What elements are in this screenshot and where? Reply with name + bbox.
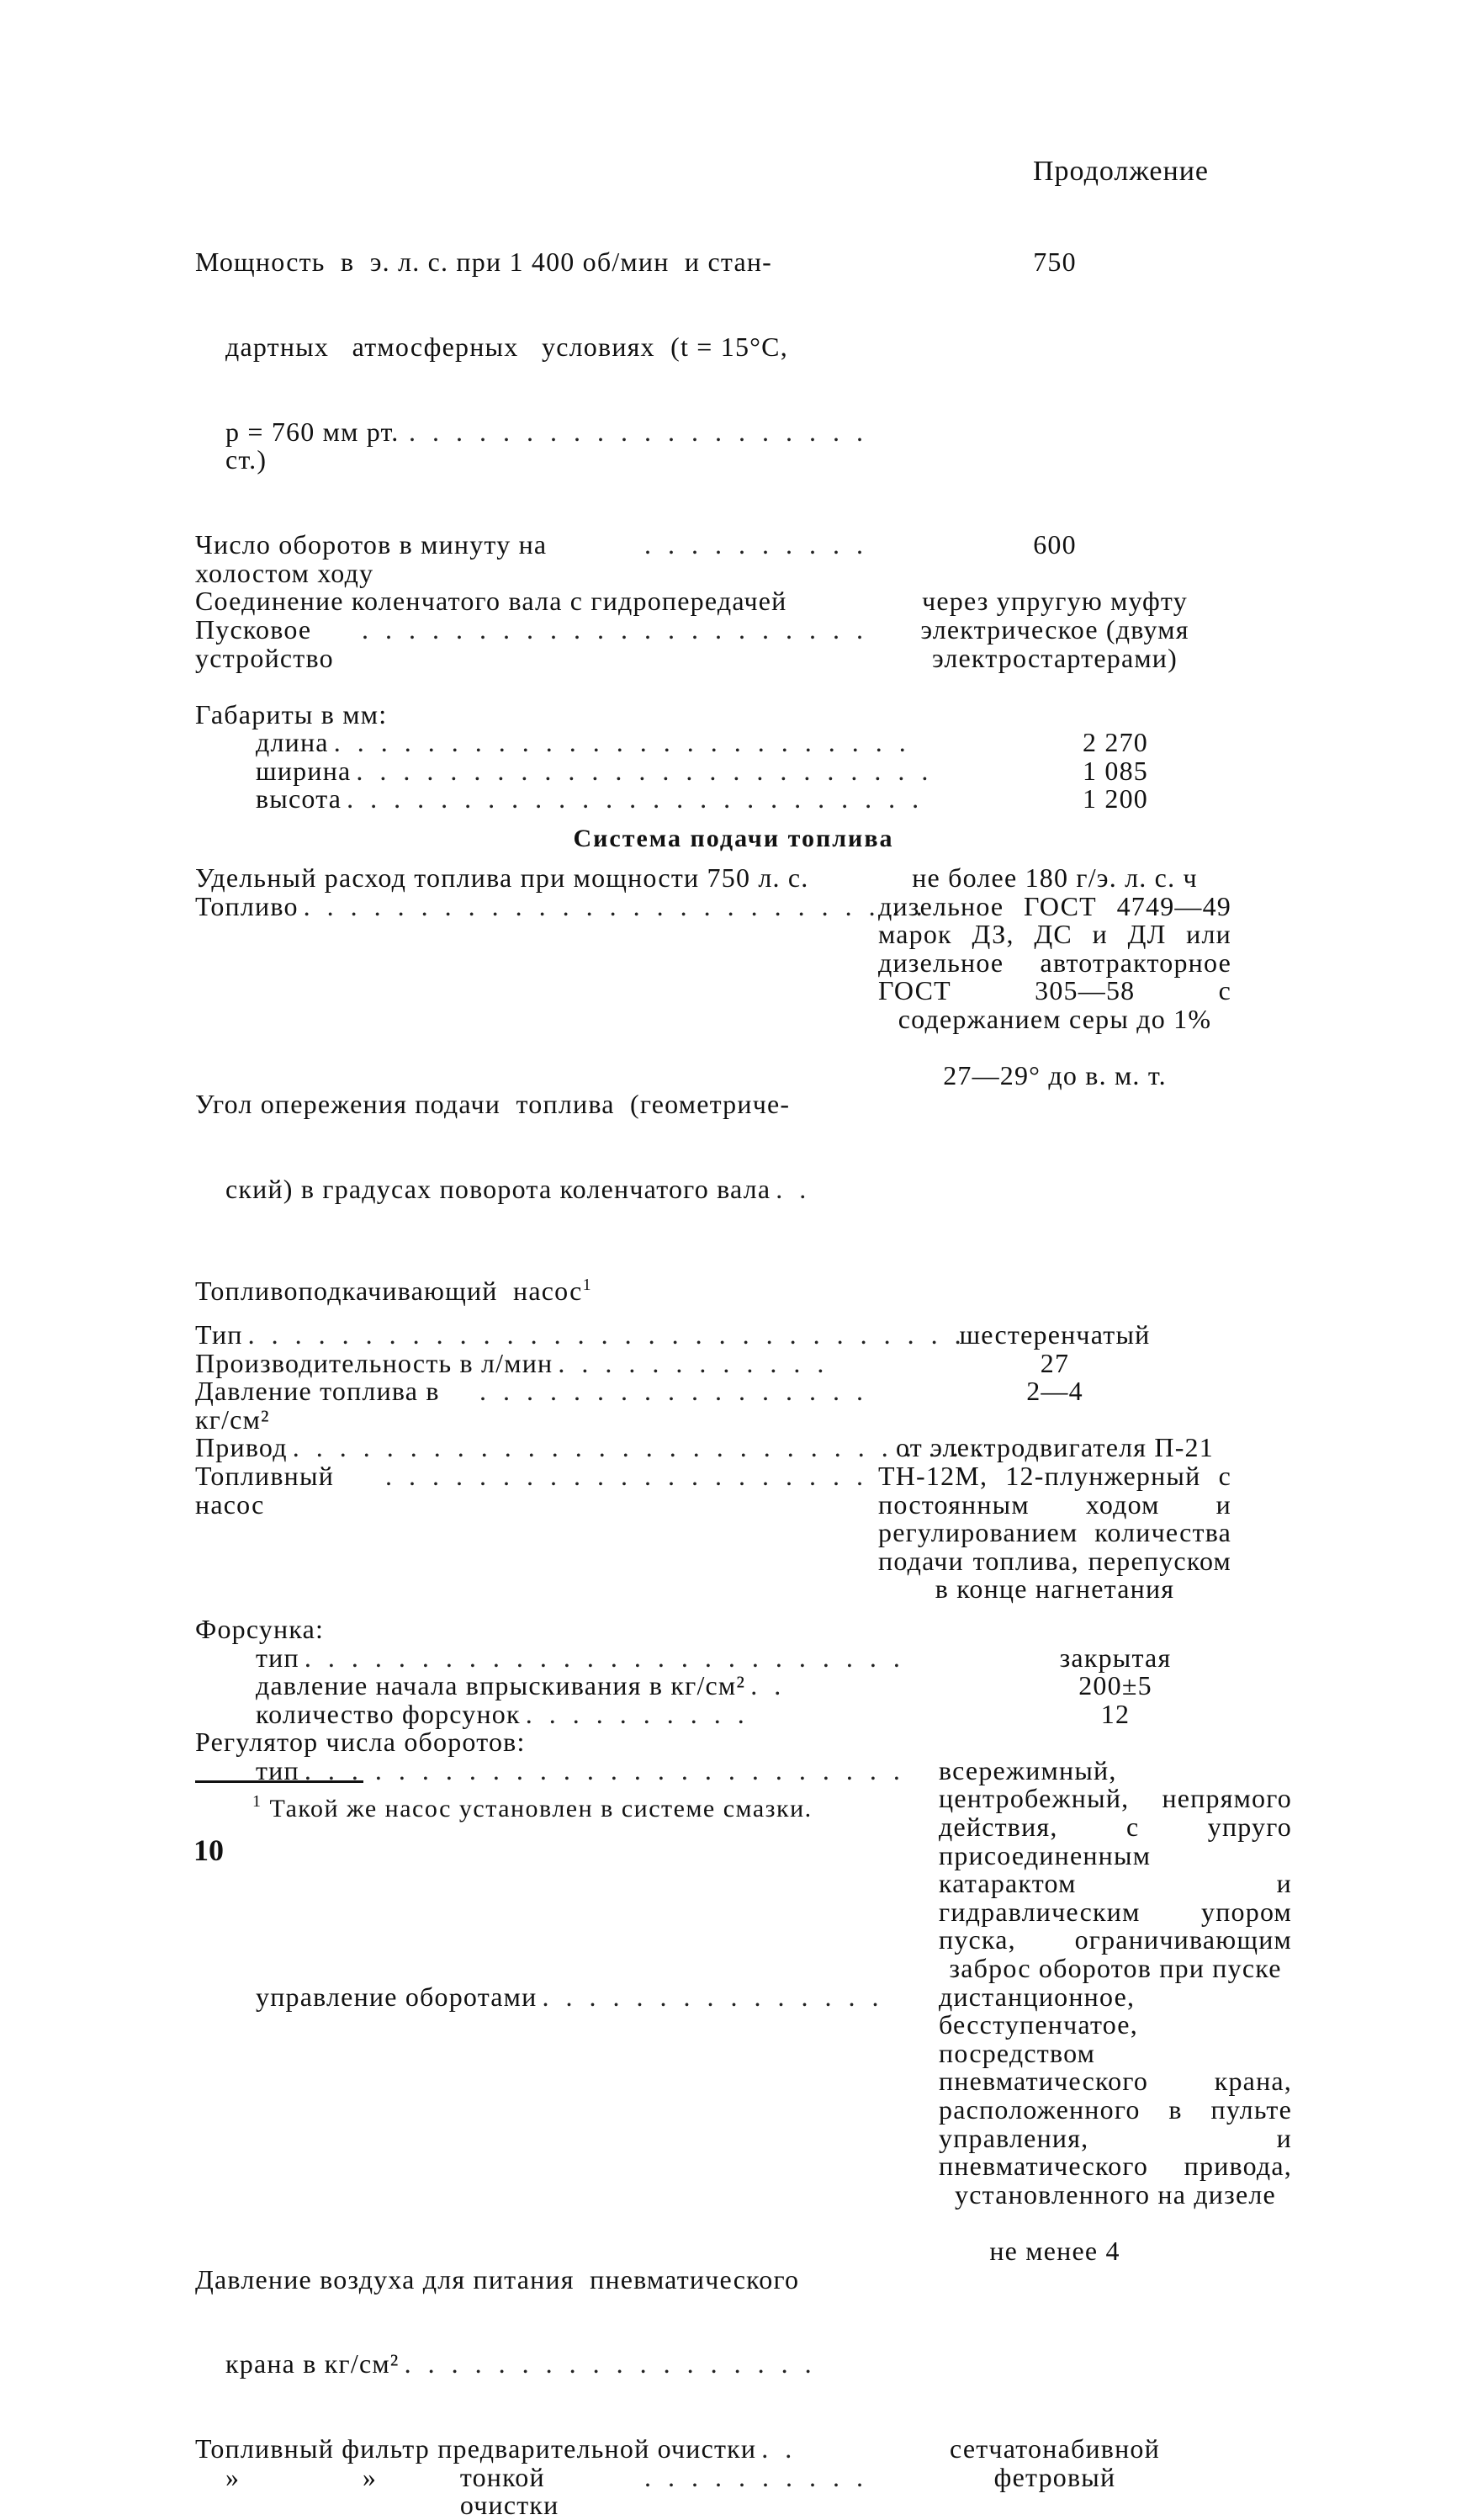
spec-row-drive bbox=[195, 1434, 1255, 1462]
drive-value: от электродвигателя П-21 bbox=[896, 1432, 1214, 1463]
spec-row-injection-pressure bbox=[195, 1672, 1255, 1700]
dot-leader: . . . . . . . . . . bbox=[644, 2461, 868, 2492]
filter-coarse-value: сетчатонабивной bbox=[950, 2433, 1160, 2464]
spec-row-coupling bbox=[195, 587, 1255, 616]
spec-row-starter bbox=[195, 613, 1255, 673]
footnote-text: Такой же насос установлен в системе смазки. bbox=[269, 1795, 813, 1822]
spec-row-fuel bbox=[195, 890, 1255, 1035]
starter-label: Пусковое устройство bbox=[195, 613, 334, 673]
governor-title: Регулятор числа оборотов: bbox=[195, 1727, 526, 1758]
dot-leader: . . . . . . . . . . . . . . . . . . . . . . . . . . bbox=[304, 1754, 905, 1785]
dot-leader: . . . . . . . . . . . . . . . . . . . . . . . . . . . . bbox=[303, 890, 951, 921]
pressure-value: 2—4 bbox=[1026, 1376, 1083, 1407]
injector-count-label: количество форсунок bbox=[256, 1698, 521, 1729]
spec-row-dimensions bbox=[195, 698, 1255, 729]
idle-speed-value: 600 bbox=[1033, 529, 1077, 560]
spec-row-injector-type bbox=[195, 1644, 1255, 1673]
spec-row-injector-count bbox=[195, 1700, 1255, 1729]
power-value: 750 bbox=[1033, 247, 1077, 278]
footnote-mark: 1 bbox=[252, 1792, 262, 1811]
spec-row-speed-control bbox=[195, 1981, 1292, 2210]
dot-leader: . . . . . . . . . . . . . . . . . . . . . . bbox=[362, 613, 868, 645]
injector-type-label: тип bbox=[256, 1642, 299, 1673]
page-number: 10 bbox=[193, 1833, 224, 1867]
dot-leader: . . . . . . . . . . . . . . . . . . . . . . . . . bbox=[347, 783, 924, 814]
specific-consumption-value: не более 180 г/э. л. с. ч bbox=[912, 862, 1198, 894]
footnote bbox=[252, 1792, 813, 1823]
length-value: 2 270 bbox=[1083, 727, 1148, 758]
filter-coarse-label: Топливный фильтр предварительной очистки bbox=[195, 2433, 757, 2464]
ditto-mark-2: » bbox=[362, 2461, 378, 2492]
dot-leader: . . . . . . . . . . . . . . . . . . . . . bbox=[385, 1460, 868, 1491]
speed-control-value: дистанционное, бесступенчатое, посредством пневматического крана, расположенного в пульте управления, и пневматического привода, установленного на дизеле bbox=[939, 1981, 1292, 2210]
height-value: 1 200 bbox=[1083, 783, 1148, 814]
height-label: высота bbox=[256, 783, 342, 814]
spec-row-governor-type bbox=[195, 1754, 1292, 1984]
continuation-header: Продолжение bbox=[1033, 156, 1210, 187]
spec-row-length bbox=[195, 729, 1255, 757]
dot-leader: . . bbox=[776, 1173, 812, 1204]
dot-leader: . . . . . . . . . . . . . . . . . . . . . . . . . bbox=[356, 755, 934, 786]
width-value: 1 085 bbox=[1083, 755, 1148, 786]
governor-type-value: всережимный, центробежный, непрямого действия, с упруго присоединенным катарактом и гидравлическим упором пуска, ограничивающим заброс оборотов при пуске bbox=[939, 1754, 1292, 1984]
dot-leader: . . . . . . . . . . bbox=[644, 529, 868, 560]
starter-value: электрическое (двумя электростартерами) bbox=[920, 613, 1189, 673]
dot-leader: . . . . . . . . . . bbox=[525, 1698, 749, 1729]
air-pressure-label-line-2: крана в кг/см² bbox=[225, 2348, 400, 2379]
spec-content bbox=[195, 192, 1292, 2520]
advance-angle-value: 27—29° до в. м. т. bbox=[943, 1060, 1167, 1091]
dot-leader: . . . . . . . . . . . . . . . . . . bbox=[404, 2348, 817, 2379]
filter-fine-value: фетровый bbox=[993, 2461, 1116, 2492]
spec-row-idle-speed bbox=[195, 531, 1255, 587]
advance-angle-label-line-1: Угол опережения подачи топлива (геометриче- bbox=[195, 1088, 791, 1119]
pressure-label: Давление топлива в кг/см² bbox=[195, 1376, 448, 1435]
spec-row-specific-consumption bbox=[195, 864, 1255, 893]
dot-leader: . . . . . . . . . . . . . . . . . . . . . . . . . . bbox=[304, 1642, 905, 1673]
injector-count-value: 12 bbox=[1100, 1698, 1131, 1729]
coupling-label: Соединение коленчатого вала с гидропередачей bbox=[195, 586, 787, 617]
spec-row-filter-fine bbox=[195, 2461, 1255, 2520]
length-label: длина bbox=[256, 727, 329, 758]
spec-row-power bbox=[195, 192, 1255, 531]
dot-leader: . . . . . . . . . . . . . . . . . . . . . . . . . . . . . . . bbox=[247, 1318, 967, 1350]
idle-speed-label: Число оборотов в минуту на холостом ходу bbox=[195, 529, 555, 588]
injection-pressure-label: давление начала впрыскивания в кг/см² bbox=[256, 1670, 746, 1701]
spec-row-governor-title bbox=[195, 1728, 1255, 1757]
spec-row-width bbox=[195, 757, 1255, 786]
width-label: ширина bbox=[256, 755, 352, 786]
advance-angle-label-line-2: ский) в градусах поворота коленчатого вала bbox=[225, 1173, 771, 1204]
section-title: Система подачи топлива bbox=[573, 825, 894, 853]
spec-row-injector-title bbox=[195, 1615, 1255, 1644]
dot-leader: . . . . . . . . . . . . . . . bbox=[542, 1981, 884, 2012]
dimensions-label: Габариты в мм: bbox=[195, 698, 388, 729]
fuel-pump-label: Топливный насос bbox=[195, 1460, 342, 1520]
dot-leader: . . bbox=[750, 1670, 786, 1701]
dot-leader: . . . . . . . . . . . . bbox=[558, 1347, 829, 1378]
pump-title: Топливоподкачивающий насос bbox=[195, 1276, 583, 1307]
fuel-pump-value: ТН-12М, 12-плунжерный с постоянным ходом и регулированием количества подачи топлива, перепуском в конце нагнетания bbox=[878, 1460, 1231, 1605]
spec-row-pump-type bbox=[195, 1318, 1255, 1350]
injector-title: Форсунка: bbox=[195, 1613, 325, 1644]
spec-row-filter-coarse bbox=[195, 2435, 1255, 2464]
air-pressure-value: не менее 4 bbox=[989, 2235, 1120, 2266]
dot-leader: . . . . . . . . . . . . . . . . . . . . . . . . . . . . . . bbox=[292, 1432, 988, 1463]
spec-row-capacity bbox=[195, 1347, 1255, 1378]
drive-label: Привод bbox=[195, 1432, 288, 1463]
capacity-value: 27 bbox=[1040, 1347, 1070, 1378]
fuel-label: Топливо bbox=[195, 890, 299, 921]
dot-leader: . . . . . . . . . . . . . . . . . . . . . . . . . bbox=[333, 727, 911, 758]
fuel-value: дизельное ГОСТ 4749—49 марок ДЗ, ДС и ДЛ или дизельное автотракторное ГОСТ 305—58 с содержанием серы до 1% bbox=[878, 890, 1231, 1035]
speed-control-label: управление оборотами bbox=[256, 1981, 538, 2012]
spec-row-fuel-pump bbox=[195, 1462, 1255, 1604]
spec-row-pump-title bbox=[195, 1271, 1255, 1306]
power-label-line-2: дартных атмосферных условиях (t = 15°С, bbox=[225, 331, 788, 362]
footnote-marker: 1 bbox=[582, 1276, 592, 1295]
coupling-value: через упругую муфту bbox=[922, 586, 1188, 617]
air-pressure-label-line-1: Давление воздуха для питания пневматического bbox=[195, 2263, 800, 2295]
footnote-rule bbox=[195, 1780, 363, 1783]
injector-type-value: закрытая bbox=[1059, 1642, 1172, 1673]
power-label-line-3: p = 760 мм рт. ст.) bbox=[225, 416, 407, 475]
pump-type-value: шестеренчатый bbox=[959, 1318, 1151, 1350]
spec-row-height bbox=[195, 785, 1255, 814]
dot-leader: . . bbox=[761, 2433, 797, 2464]
ditto-mark-1: » bbox=[225, 2461, 241, 2492]
spec-row-air-pressure bbox=[195, 2209, 1255, 2435]
governor-type-label: тип bbox=[256, 1754, 299, 1785]
pump-type-label: Тип bbox=[195, 1318, 243, 1350]
power-label-line-1: Мощность в э. л. с. при 1 400 об/мин и стан- bbox=[195, 247, 773, 278]
capacity-label: Производительность в л/мин bbox=[195, 1347, 553, 1378]
specific-consumption-label: Удельный расход топлива при мощности 750 л. с. bbox=[195, 862, 809, 894]
spec-row-advance-angle bbox=[195, 1034, 1255, 1260]
filter-fine-label: тонкой очистки bbox=[459, 2461, 559, 2520]
spec-row-pressure bbox=[195, 1377, 1255, 1434]
dot-leader: . . . . . . . . . . . . . . . . . . . . bbox=[409, 416, 868, 447]
dot-leader: . . . . . . . . . . . . . . . . . bbox=[479, 1376, 868, 1407]
injection-pressure-value: 200±5 bbox=[1078, 1670, 1152, 1701]
